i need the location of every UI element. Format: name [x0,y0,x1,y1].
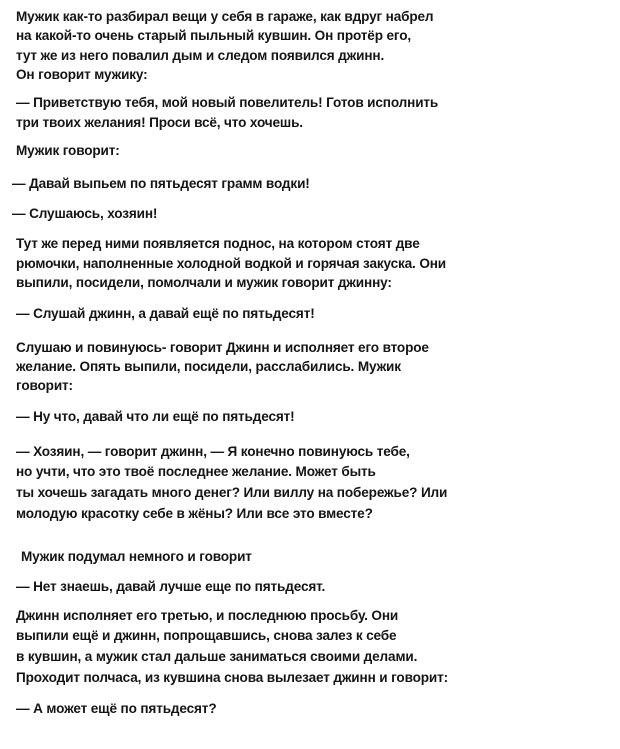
text-line: Мужик как-то разбирал вещи у себя в гараже, как вдруг набрел [16,9,434,24]
text-line: Слушаю и повинуюсь- говорит Джинн и исполняет его второе [16,340,429,355]
text-line: Мужик говорит: [16,143,120,158]
text-line: но учти, что это твоё последнее желание. Может быть [16,464,376,479]
text-line: Он говорит мужику: [16,67,148,82]
text-line: Мужик подумал немного и говорит [21,549,252,564]
text-line: — А может ещё по пятьдесят? [16,701,217,716]
text-line: выпили ещё и джинн, попрощавшись, снова залез к себе [16,628,397,643]
text-line: рюмочки, наполненные холодной водкой и горячая закуска. Они [16,256,447,271]
text-line: — Хозяин, — говорит джинн, — Я конечно повинуюсь тебе, [16,444,410,459]
text-line: — Приветствую тебя, мой новый повелитель! Готов исполнить [16,95,439,110]
text-line: ты хочешь загадать много денег? Или виллу на побережье? Или [16,485,448,500]
text-line: Тут же перед ними появляется поднос, на котором стоят две [16,236,420,251]
text-line: — Ну что, давай что ли ещё по пятьдесят! [16,409,295,424]
text-line: говорит: [16,378,73,393]
text-line: молодую красотку себе в жёны? Или все это вместе? [16,506,373,521]
text-line: — Слушаюсь, хозяин! [12,206,158,221]
text-line: — Давай выпьем по пятьдесят грамм водки! [12,176,310,191]
text-line: на какой-то очень старый пыльный кувшин. Он протёр его, [16,28,412,43]
text-line: выпили, посидели, помолчали и мужик говорит джинну: [16,275,392,290]
text-line: Джинн исполняет его третью, и последнюю просьбу. Они [16,608,399,623]
text-line: — Слушай джинн, а давай ещё по пятьдесят! [16,306,315,321]
text-line: Проходит полчаса, из кувшина снова вылезает джинн и говорит: [16,670,449,685]
text-line: — Нет знаешь, давай лучше еще по пятьдесят. [16,579,326,594]
text-line: в кувшин, а мужик стал дальше заниматься своими делами. [16,649,418,664]
text-line: тут же из него повалил дым и следом появился джинн. [16,48,385,63]
text-line: три твоих желания! Проси всё, что хочешь. [16,115,303,130]
text-line: желание. Опять выпили, посидели, расслабились. Мужик [16,359,401,374]
